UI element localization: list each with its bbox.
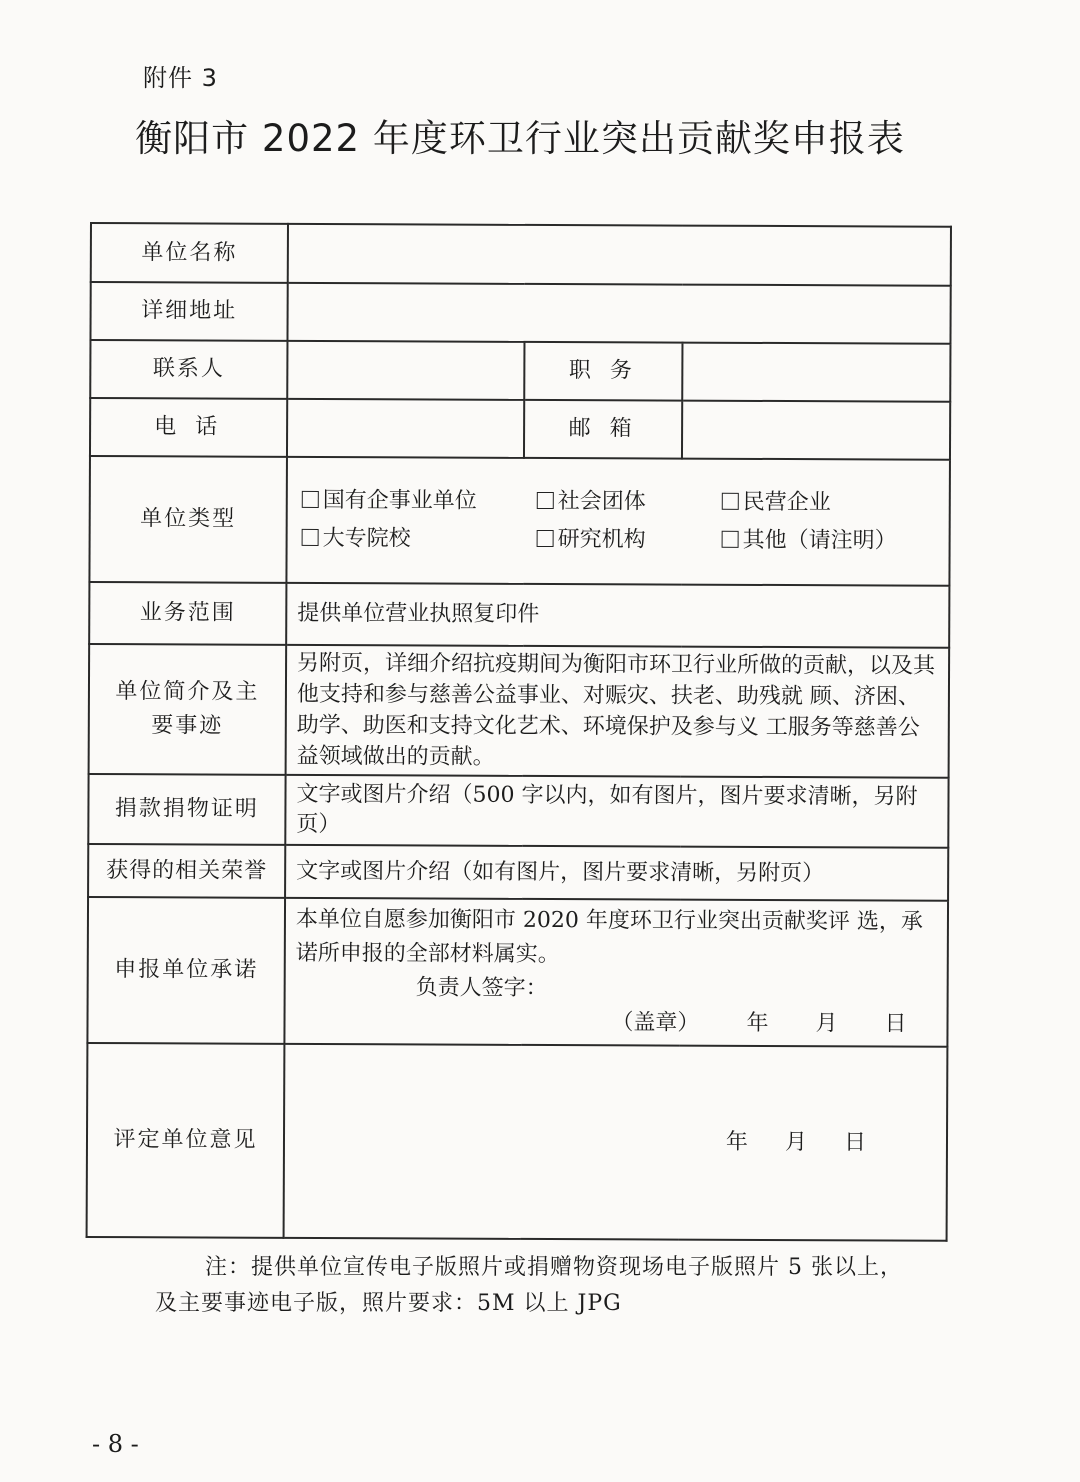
opinion-date-line [295, 1124, 936, 1161]
date-month: 月 [815, 1011, 838, 1037]
checkbox-icon [722, 531, 739, 548]
label-address: 详细地址 [90, 282, 287, 341]
checkbox-icon [722, 493, 739, 510]
application-form [86, 222, 952, 1242]
label-donation: 捐款捐物证明 [88, 774, 285, 845]
field-phone[interactable] [287, 399, 524, 458]
checkbox-icon [302, 491, 319, 508]
label-email: 邮 箱 [524, 400, 682, 459]
row-unit-type [89, 456, 950, 586]
field-position[interactable] [682, 343, 950, 402]
checkbox-research-institute[interactable]: 研究机构 [537, 523, 722, 558]
seal-date-line [295, 1005, 936, 1042]
field-address[interactable] [287, 283, 950, 344]
field-unit-type [286, 457, 950, 586]
page-number: - 8 - [92, 1430, 139, 1458]
field-email[interactable] [682, 401, 950, 460]
page-title: 衡阳市 2022 年度环卫行业突出贡献奖申报表 [135, 117, 905, 160]
label-honors: 获得的相关荣誉 [88, 844, 285, 898]
checkbox-icon [302, 529, 319, 546]
label-opinion: 评定单位意见 [87, 1043, 285, 1238]
row-pledge [87, 897, 948, 1047]
row-business-scope [89, 582, 949, 648]
row-contact [90, 340, 950, 402]
field-unit-name[interactable] [288, 224, 951, 286]
field-intro: 另附页，详细介绍抗疫期间为衡阳市环卫行业所做的贡献，以及其他支持和参与慈善公益事业、对赈灾、扶老、助残就 顾、济困、助学、助医和支持文化艺术、环境保护及参与义 工服务等慈善公益领域做出的贡献。 [286, 645, 950, 778]
note-text: 注：提供单位宣传电子版照片或捐赠物资现场电子版照片 5 张以上，及主要事迹电子版，照片要求：5M 以上 JPG [155, 1255, 903, 1316]
date-day: 日 [884, 1011, 907, 1037]
field-opinion[interactable] [284, 1044, 948, 1241]
checkbox-icon [537, 530, 554, 547]
label-business-scope: 业务范围 [89, 582, 286, 645]
row-intro [89, 644, 950, 778]
label-intro: 单位简介及主要事迹 [89, 644, 287, 775]
checkbox-other[interactable]: 其他（请注明） [722, 524, 939, 559]
field-honors: 文字或图片介绍（如有图片，图片要求清晰，另附页） [285, 845, 948, 901]
row-opinion [87, 1043, 948, 1241]
label-unit-type: 单位类型 [89, 456, 287, 583]
date-month: 月 [784, 1130, 808, 1156]
label-pledge: 申报单位承诺 [87, 897, 285, 1044]
date-year: 年 [725, 1129, 749, 1155]
row-donation [88, 774, 948, 848]
pledge-text: 本单位自愿参加衡阳市 2020 年度环卫行业突出贡献奖评 选，承诺所申报的全部材料属实。 [295, 906, 923, 968]
row-unit-name [91, 223, 951, 286]
label-contact: 联系人 [90, 340, 287, 399]
annex-label: 附件 3 [143, 64, 218, 92]
row-phone [90, 398, 950, 460]
row-honors [88, 844, 948, 901]
field-contact[interactable] [287, 341, 524, 400]
checkbox-social-group[interactable]: 社会团体 [537, 485, 722, 520]
label-unit-name: 单位名称 [91, 223, 288, 283]
field-business-scope: 提供单位营业执照复印件 [286, 583, 949, 648]
date-year: 年 [746, 1010, 769, 1036]
label-phone: 电 话 [90, 398, 287, 457]
checkbox-private-enterprise[interactable]: 民营企业 [722, 486, 939, 521]
footer-note [155, 1250, 915, 1322]
seal-label: （盖章） [611, 1010, 700, 1036]
checkbox-college[interactable]: 大专院校 [302, 522, 537, 557]
checkbox-state-owned[interactable]: 国有企事业单位 [302, 484, 537, 519]
signature-label: 负责人签字： [415, 975, 548, 1002]
label-position: 职 务 [524, 342, 682, 401]
checkbox-icon [537, 492, 554, 509]
field-donation: 文字或图片介绍（500 字以内，如有图片，图片要求清晰，另附页） [285, 775, 948, 848]
row-address [90, 282, 950, 344]
date-day: 日 [843, 1130, 867, 1156]
field-pledge [284, 898, 948, 1047]
